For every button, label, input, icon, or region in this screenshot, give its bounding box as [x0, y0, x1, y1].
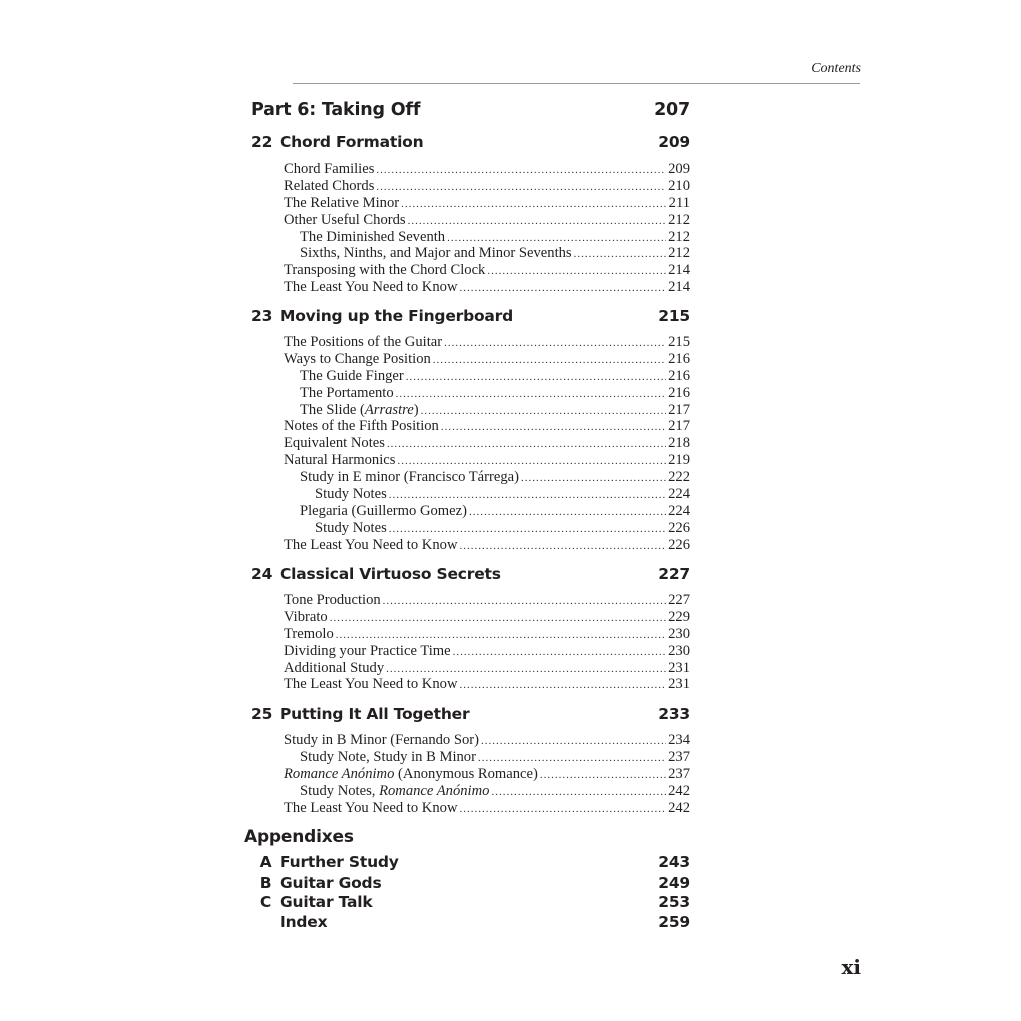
- chapter-title: Classical Virtuoso Secrets: [280, 565, 501, 583]
- entry-page: 216: [668, 367, 690, 384]
- entry-title: Ways to Change Position: [284, 350, 431, 367]
- entry-title: Dividing your Practice Time: [284, 642, 451, 659]
- toc-entry[interactable]: [284, 520, 690, 537]
- dot-leader: [478, 750, 666, 767]
- entry-page: 224: [668, 486, 690, 503]
- entry-title: Sixths, Ninths, and Major and Minor Sevenths: [300, 245, 572, 262]
- entry-title: Additional Study: [284, 659, 385, 676]
- chapter-heading[interactable]: [251, 565, 690, 583]
- dot-leader: [406, 369, 666, 386]
- entry-title: Tone Production: [284, 592, 381, 608]
- entry-page: 219: [668, 452, 690, 469]
- entry-title: Tremolo: [284, 625, 334, 642]
- dot-leader: [487, 263, 666, 280]
- entry-title: Study in E minor (Francisco Tárrega): [300, 469, 519, 486]
- entry-title: The Slide (Arrastre): [300, 401, 419, 418]
- toc-entry[interactable]: [284, 229, 690, 246]
- entry-page: 229: [668, 608, 690, 625]
- toc-entry[interactable]: [284, 418, 690, 435]
- entry-title: The Guide Finger: [300, 367, 404, 384]
- toc-entry[interactable]: [284, 161, 690, 178]
- dot-leader: [386, 661, 666, 678]
- chapter-entries: [284, 592, 690, 693]
- dot-leader: [421, 403, 666, 420]
- dot-leader: [459, 801, 666, 818]
- appendix-page: 243: [658, 853, 690, 871]
- part-heading[interactable]: [251, 100, 690, 120]
- dot-leader: [441, 419, 666, 436]
- entry-title: Romance Anónimo (Anonymous Romance): [284, 765, 538, 782]
- entry-title: Notes of the Fifth Position: [284, 418, 439, 435]
- entry-page: 209: [668, 161, 690, 177]
- toc-entry[interactable]: [284, 195, 690, 212]
- entry-title: The Least You Need to Know: [284, 676, 458, 693]
- dot-leader: [459, 538, 666, 555]
- toc-entry[interactable]: [284, 178, 690, 195]
- entry-title: Chord Families: [284, 161, 375, 177]
- chapter-title: Chord Formation: [280, 133, 424, 151]
- entry-page: 242: [668, 799, 690, 816]
- toc-entry[interactable]: [284, 609, 690, 626]
- entry-title: Vibrato: [284, 608, 328, 625]
- entry-title: The Least You Need to Know: [284, 799, 458, 816]
- appendixes-heading: Appendixes: [244, 827, 354, 847]
- entry-page: 227: [668, 592, 690, 608]
- entry-title: Transposing with the Chord Clock: [284, 262, 486, 279]
- chapter-page: 209: [658, 133, 690, 151]
- chapter-entries: [284, 161, 690, 296]
- entry-title: The Relative Minor: [284, 194, 400, 211]
- appendix-title: Further Study: [280, 853, 399, 871]
- dot-leader: [383, 593, 666, 610]
- toc-entry[interactable]: [284, 660, 690, 677]
- dot-leader: [444, 335, 666, 352]
- toc-entry[interactable]: [284, 351, 690, 368]
- entry-page: 226: [668, 519, 690, 536]
- toc-entry[interactable]: [284, 486, 690, 503]
- dot-leader: [491, 784, 666, 801]
- entry-title: Study Notes: [315, 486, 387, 503]
- chapter-number: 24: [251, 565, 273, 583]
- appendix-page: 253: [658, 893, 690, 911]
- chapter-number: 23: [251, 307, 273, 325]
- dot-leader: [433, 352, 666, 369]
- header-rule: [293, 83, 860, 84]
- toc-entry[interactable]: [284, 368, 690, 385]
- entry-title: Study in B Minor (Fernando Sor): [284, 732, 479, 748]
- entry-title: The Portamento: [300, 384, 394, 401]
- appendix-entry[interactable]: [251, 853, 690, 873]
- toc-entry[interactable]: [284, 245, 690, 262]
- appendix-letter: B: [259, 874, 272, 892]
- dot-leader: [521, 470, 666, 487]
- entry-page: 212: [668, 228, 690, 245]
- toc-entry[interactable]: [284, 452, 690, 469]
- entry-title: Plegaria (Guillermo Gomez): [300, 502, 467, 519]
- toc-entry[interactable]: [284, 626, 690, 643]
- entry-page: 215: [668, 334, 690, 350]
- dot-leader: [459, 280, 666, 297]
- dot-leader: [540, 767, 666, 784]
- toc-entry[interactable]: [284, 385, 690, 402]
- dot-leader: [481, 733, 666, 750]
- appendix-title: Index: [280, 913, 328, 931]
- toc-entry[interactable]: [284, 469, 690, 486]
- chapter-heading[interactable]: [251, 705, 690, 723]
- appendix-entry[interactable]: [251, 874, 690, 894]
- entry-title: The Diminished Seventh: [300, 228, 446, 245]
- dot-leader: [336, 627, 666, 644]
- entry-page: 237: [668, 765, 690, 782]
- index-entry[interactable]: [251, 913, 690, 933]
- appendix-title: Guitar Gods: [280, 874, 382, 892]
- chapter-entries: [284, 334, 690, 554]
- entry-page: 242: [668, 782, 690, 799]
- appendix-page: 259: [658, 913, 690, 931]
- toc-entry[interactable]: [284, 503, 690, 520]
- dot-leader: [396, 386, 666, 403]
- dot-leader: [459, 677, 666, 694]
- dot-leader: [469, 504, 666, 521]
- page-number: xi: [841, 955, 861, 979]
- chapter-title: Putting It All Together: [280, 705, 470, 723]
- entry-page: 222: [668, 469, 690, 486]
- toc-entry[interactable]: [284, 279, 690, 296]
- entry-title: Study Notes, Romance Anónimo: [300, 782, 490, 799]
- entry-page: 217: [668, 401, 690, 418]
- chapter-page: 233: [658, 705, 690, 723]
- part-page: 207: [654, 100, 690, 120]
- entry-title: The Positions of the Guitar: [284, 334, 443, 350]
- entry-page: 216: [668, 384, 690, 401]
- entry-title: Equivalent Notes: [284, 435, 385, 452]
- dot-leader: [376, 179, 666, 196]
- appendix-letter: A: [259, 853, 272, 871]
- chapter-entries: [284, 732, 690, 816]
- chapter-title: Moving up the Fingerboard: [280, 307, 514, 325]
- entry-page: 237: [668, 748, 690, 765]
- toc-entry[interactable]: [284, 212, 690, 229]
- dot-leader: [376, 162, 666, 179]
- toc-entry[interactable]: [284, 592, 690, 609]
- entry-title: Related Chords: [284, 177, 375, 194]
- dot-leader: [401, 196, 667, 213]
- toc-entry[interactable]: [284, 676, 690, 693]
- appendix-letter: C: [259, 893, 272, 911]
- toc-entry[interactable]: [284, 334, 690, 351]
- entry-title: The Least You Need to Know: [284, 536, 458, 553]
- entry-page: 218: [668, 435, 690, 452]
- entry-title: Natural Harmonics: [284, 452, 396, 469]
- entry-title: Study Notes: [315, 519, 387, 536]
- toc-entry[interactable]: [284, 749, 690, 766]
- chapter-heading[interactable]: [251, 133, 690, 151]
- toc-entry[interactable]: [284, 537, 690, 554]
- dot-leader: [453, 644, 667, 661]
- entry-title: The Least You Need to Know: [284, 279, 458, 296]
- entry-title: Study Note, Study in B Minor: [300, 748, 476, 765]
- dot-leader: [447, 230, 666, 247]
- entry-page: 230: [668, 625, 690, 642]
- dot-leader: [389, 521, 666, 538]
- part-title: Part 6: Taking Off: [251, 100, 421, 120]
- chapter-page: 227: [658, 565, 690, 583]
- appendix-page: 249: [658, 874, 690, 892]
- chapter-heading[interactable]: [251, 307, 690, 325]
- toc-entry[interactable]: [284, 435, 690, 452]
- entry-page: 230: [668, 642, 690, 659]
- toc-entry[interactable]: [284, 800, 690, 817]
- entry-page: 212: [668, 211, 690, 228]
- entry-page: 234: [668, 732, 690, 748]
- entry-page: 214: [668, 262, 690, 279]
- chapter-number: 22: [251, 133, 273, 151]
- toc-entry[interactable]: [284, 402, 690, 419]
- entry-page: 216: [668, 350, 690, 367]
- toc-entry[interactable]: [284, 766, 690, 783]
- chapter-page: 215: [658, 307, 690, 325]
- dot-leader: [397, 453, 666, 470]
- dot-leader: [389, 487, 666, 504]
- appendix-entry[interactable]: [251, 893, 690, 913]
- appendix-title: Guitar Talk: [280, 893, 373, 911]
- dot-leader: [408, 213, 667, 230]
- dot-leader: [574, 246, 667, 263]
- chapter-number: 25: [251, 705, 273, 723]
- toc-entry[interactable]: [284, 732, 690, 749]
- toc-entry[interactable]: [284, 783, 690, 800]
- dot-leader: [387, 436, 666, 453]
- running-head: Contents: [811, 61, 861, 76]
- toc-entry[interactable]: [284, 643, 690, 660]
- entry-page: 210: [668, 177, 690, 194]
- entry-page: 214: [668, 279, 690, 296]
- entry-page: 212: [668, 245, 690, 262]
- toc-entry[interactable]: [284, 262, 690, 279]
- entry-page: 226: [668, 536, 690, 553]
- entry-page: 217: [668, 418, 690, 435]
- entry-page: 224: [668, 502, 690, 519]
- entry-page: 231: [668, 676, 690, 693]
- dot-leader: [330, 610, 666, 627]
- entry-title: Other Useful Chords: [284, 211, 406, 228]
- entry-page: 231: [668, 659, 690, 676]
- entry-page: 211: [668, 194, 690, 211]
